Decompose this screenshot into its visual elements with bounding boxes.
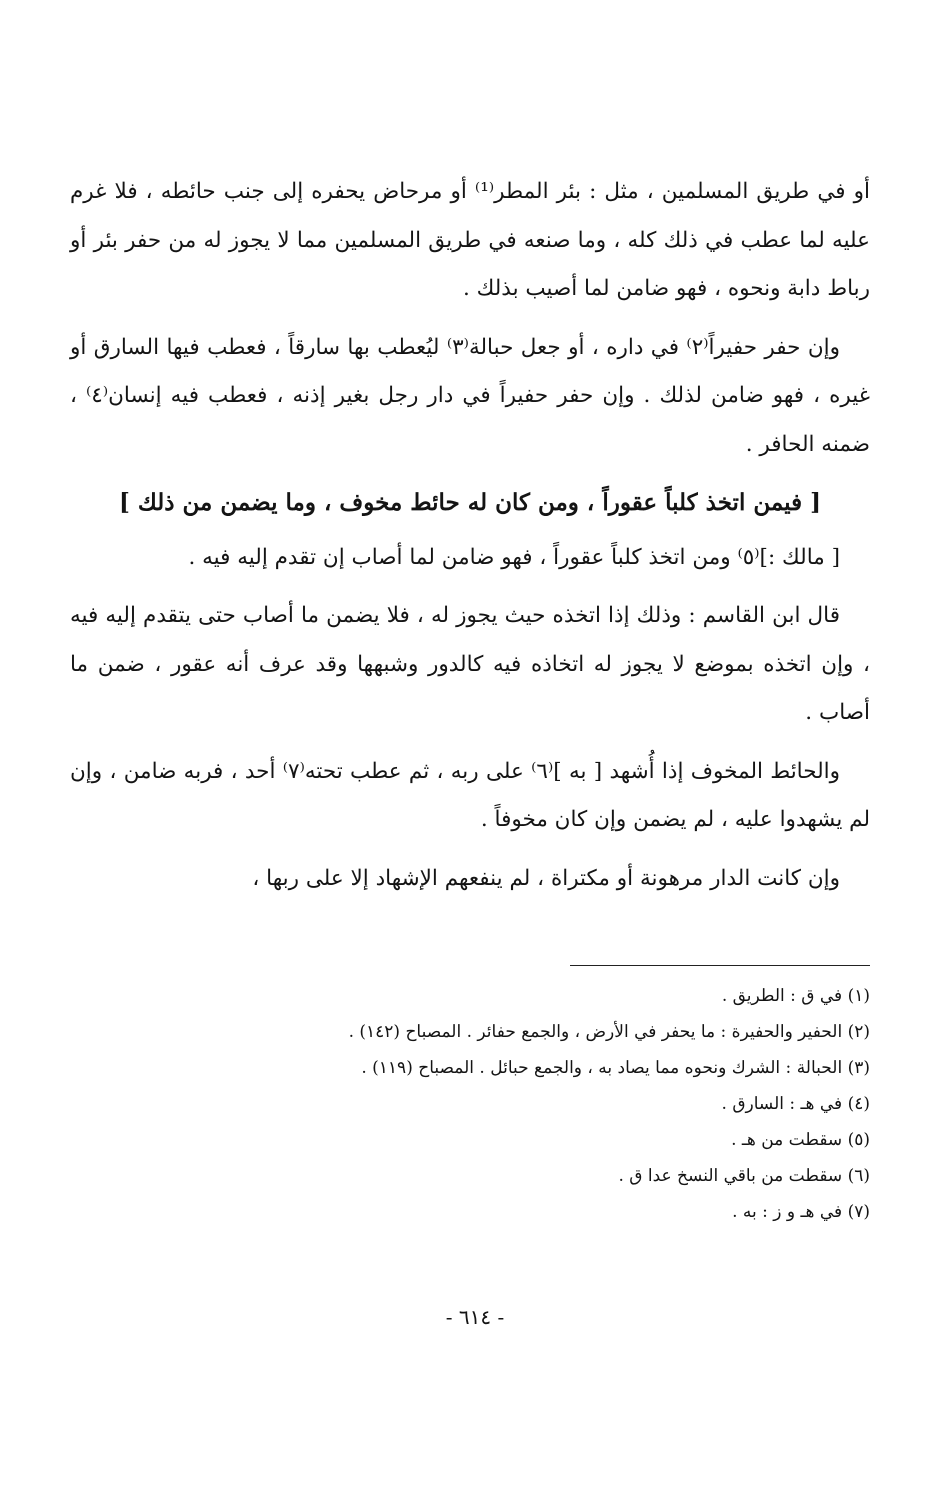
paragraph-2: وإن حفر حفيراً⁽٢⁾ في داره ، أو جعل حبالة⁽٣⁾ ليُعطب بها سارقاً ، فعطب فيها السارق أو غيره ، فهو ضامن لذلك . وإن حفر حفيراً في دار رجل بغير إذنه ، فعطب فيه إنسان⁽٤⁾ ، ضمنه الحافر . (70, 334, 870, 457)
footnote-7: (٧) في هـ و ز : به . (732, 1202, 870, 1222)
paragraph-5: والحائط المخوف إذا أُشهد [ به ]⁽٦⁾ على ربه ، ثم عطب تحته⁽٧⁾ أحد ، فربه ضامن ، وإن لم يشهدوا عليه ، لم يضمن وإن كان مخوفاً . (70, 758, 870, 832)
footnote-2: (٢) الحفير والحفيرة : ما يحفر في الأرض ، والجمع حفائر . المصباح (١٤٢) . (348, 1022, 870, 1042)
footnotes (100, 978, 870, 1230)
paragraph-6: وإن كانت الدار مرهونة أو مكتراة ، لم ينفعهم الإشهاد إلا على ربها ، (252, 865, 840, 891)
footnote-4: (٤) في هـ : السارق . (721, 1094, 870, 1114)
page-number: - ٦١٤ - (445, 1305, 505, 1329)
footnote-6: (٦) سقطت من باقي النسخ عدا ق . (618, 1166, 870, 1186)
footnote-1: (١) في ق : الطريق . (721, 986, 870, 1006)
paragraph-3: [ مالك :]⁽٥⁾ ومن اتخذ كلباً عقوراً ، فهو ضامن لما أصاب إن تقدم إليه فيه . (188, 544, 840, 570)
section-heading: [ فيمن اتخذ كلباً عقوراً ، ومن كان له حائط مخوف ، وما يضمن من ذلك ] (119, 489, 821, 516)
paragraph-4: قال ابن القاسم : وذلك إذا اتخذه حيث يجوز له ، فلا يضمن ما أصاب حتى يتقدم إليه فيه ، وإن اتخذه بموضع لا يجوز له اتخاذه فيه كالدور وشبهها وقد عرف أنه عقور ، ضمن ما أصاب . (70, 603, 870, 725)
footnote-5: (٥) سقطت من هـ . (731, 1130, 870, 1150)
footnote-3: (٣) الحبالة : الشرك ونحوه مما يصاد به ، والجمع حبائل . المصباح (١١٩) . (361, 1058, 870, 1078)
footnote-divider (570, 965, 870, 966)
paragraph-1: أو في طريق المسلمين ، مثل : بئر المطر⁽¹⁾ أو مرحاض يحفره إلى جنب حائطه ، فلا غرم عليه لما عطب في ذلك كله ، وما صنعه في طريق المسلمين مما لا يجوز له من حفر بئر أو رباط دابة ونحوه ، فهو ضامن لما أصيب بذلك . (70, 179, 870, 301)
main-text (70, 168, 870, 903)
